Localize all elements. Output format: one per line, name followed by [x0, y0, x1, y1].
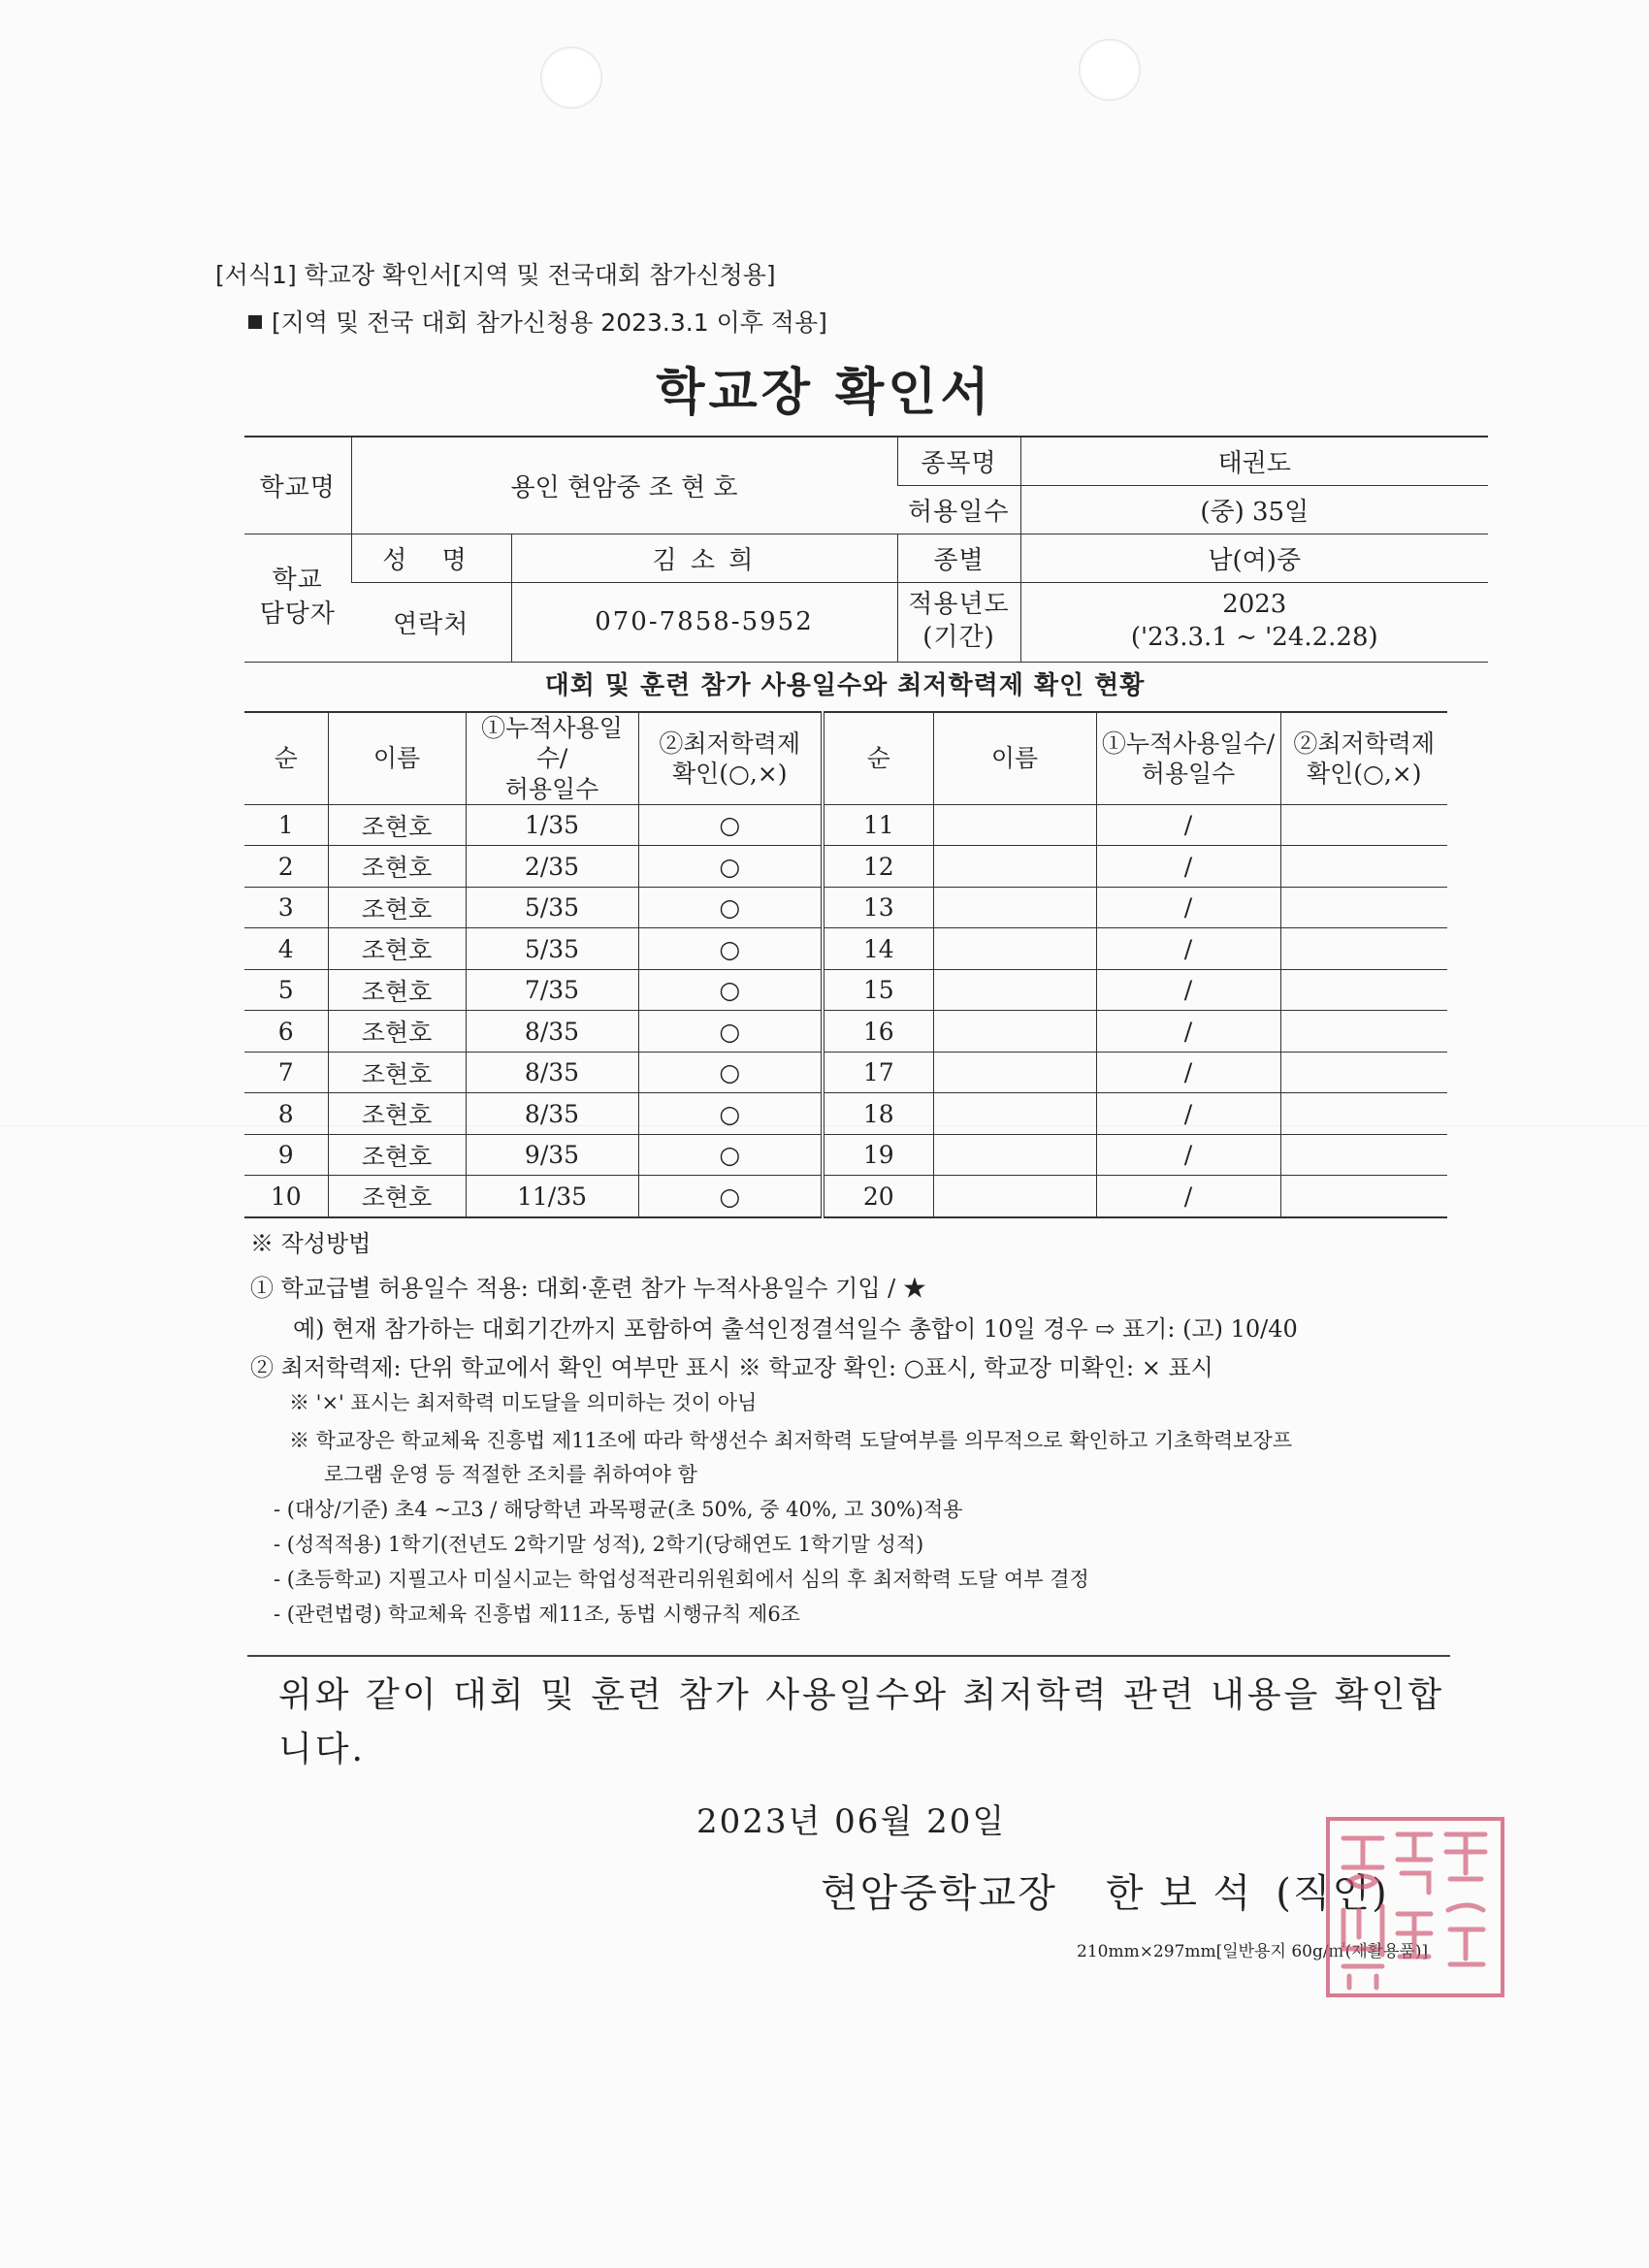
row-no: 4: [244, 928, 328, 970]
row-name: 조현호: [328, 1093, 466, 1135]
detail-2: - (성적적용) 1학기(전년도 2학기말 성적), 2학기(당해연도 1학기말 성적): [274, 1533, 924, 1556]
row-no: 19: [823, 1134, 933, 1176]
row-days: /: [1096, 1176, 1280, 1217]
year-cell: [1020, 582, 1488, 662]
manager-label: 학교 담당자: [244, 534, 351, 662]
row-check: ○: [638, 969, 823, 1011]
row-no: 7: [244, 1052, 328, 1093]
table-row: [244, 804, 1447, 846]
row-no: 16: [823, 1011, 933, 1053]
row-check: ○: [638, 887, 823, 928]
year-label: 적용년도 (기간): [897, 582, 1020, 662]
table-row: [244, 846, 1447, 888]
row-check: ○: [638, 1093, 823, 1135]
row-no: 13: [823, 887, 933, 928]
row-no: 10: [244, 1176, 328, 1217]
col-days: ①누적사용일수/ 허용일수: [466, 712, 638, 804]
type-label: 종별: [897, 534, 1020, 582]
note-1-example: 예) 현재 참가하는 대회기간까지 포함하여 출석인정결석일수 총합이 10일 경우 ⇨ 표기: (고) 10/40: [293, 1315, 1298, 1343]
confirmation-text: 위와 같이 대회 및 훈련 참가 사용일수와 최저학력 관련 내용을 확인합니다.: [278, 1675, 1445, 1769]
row-name: [933, 1093, 1096, 1135]
page-title: 학교장 확인서: [656, 364, 993, 422]
table-row: [244, 887, 1447, 928]
row-check: [1280, 1134, 1447, 1176]
row-check: [1280, 846, 1447, 888]
table-row: [244, 1176, 1447, 1217]
row-check: [1280, 1176, 1447, 1217]
row-days: /: [1096, 846, 1280, 888]
row-check: ○: [638, 1176, 823, 1217]
note-2-sub2a: ※ 학교장은 학교체육 진흥법 제11조에 따라 학생선수 최저학력 도달여부를 의무적으로 확인하고 기초학력보장프: [289, 1429, 1293, 1452]
seal-note: (직인): [1276, 1871, 1389, 1916]
row-days: /: [1096, 804, 1280, 846]
row-name: [933, 887, 1096, 928]
issue-date: 2023년 06월 20일: [696, 1802, 1007, 1841]
row-days: 9/35: [466, 1134, 638, 1176]
row-name: 조현호: [328, 1134, 466, 1176]
row-name: 조현호: [328, 846, 466, 888]
signature-line: [821, 1863, 1389, 1918]
punch-hole-right: [1079, 39, 1141, 101]
detail-3: - (초등학교) 지필고사 미실시교는 학업성적관리위원회에서 심의 후 최저학력 도달 여부 결정: [274, 1568, 1089, 1591]
row-check: [1280, 1011, 1447, 1053]
note-2-sub2b: 로그램 운영 등 적절한 조치를 취하여야 함: [324, 1463, 697, 1486]
sport-value: 태권도: [1020, 437, 1488, 485]
note-2-sub1: ※ '×' 표시는 최저학력 미도달을 의미하는 것이 아님: [289, 1391, 758, 1414]
table-row: [244, 1011, 1447, 1053]
row-check: ○: [638, 804, 823, 846]
detail-1: - (대상/기준) 초4 ~고3 / 해당학년 과목평균(초 50%, 중 40%, 고 30%)적용: [274, 1498, 963, 1521]
col-no: 순: [244, 712, 328, 804]
row-no: 15: [823, 969, 933, 1011]
principal-name: 한 보 석: [1105, 1871, 1253, 1916]
log-title: 대회 및 훈련 참가 사용일수와 최저학력제 확인 현황: [544, 671, 1146, 700]
year-value: 2023: [1222, 590, 1287, 620]
row-name: 조현호: [328, 1176, 466, 1217]
row-name: [933, 1134, 1096, 1176]
allowed-days-label: 허용일수: [897, 485, 1020, 534]
info-table: [244, 436, 1488, 663]
row-days: 8/35: [466, 1011, 638, 1053]
row-days: 5/35: [466, 887, 638, 928]
separator: [247, 1655, 1450, 1657]
row-check: [1280, 928, 1447, 970]
row-days: 2/35: [466, 846, 638, 888]
type-value: 남(여)중: [1020, 534, 1488, 582]
form-scope: [248, 304, 827, 339]
name-label: 성 명: [351, 534, 511, 582]
row-no: 20: [823, 1176, 933, 1217]
row-days: /: [1096, 928, 1280, 970]
row-name: [933, 928, 1096, 970]
name-value: 김 소 희: [511, 534, 897, 582]
row-check: ○: [638, 1052, 823, 1093]
form-scope-text: [지역 및 전국 대회 참가신청용 2023.3.1 이후 적용]: [272, 308, 827, 337]
row-name: [933, 804, 1096, 846]
row-name: [933, 1176, 1096, 1217]
table-row: [244, 969, 1447, 1011]
row-name: [933, 1052, 1096, 1093]
row-days: /: [1096, 1052, 1280, 1093]
row-check: ○: [638, 846, 823, 888]
row-days: /: [1096, 969, 1280, 1011]
allowed-days-value: (중) 35일: [1020, 485, 1488, 534]
row-days: 11/35: [466, 1176, 638, 1217]
contact-label: 연락처: [351, 582, 511, 662]
table-row: [244, 1093, 1447, 1135]
paper-spec: 210mm×297mm[일반용지 60g/㎡(재활용품)]: [1077, 1942, 1429, 1961]
table-row: [244, 928, 1447, 970]
school-value: 용인 현암중 조 현 호: [351, 437, 897, 534]
col-name: 이름: [328, 712, 466, 804]
square-bullet-icon: [248, 315, 262, 329]
col-days-2: ①누적사용일수/ 허용일수: [1096, 712, 1280, 804]
table-row: [244, 1052, 1447, 1093]
row-days: 5/35: [466, 928, 638, 970]
period-value: ('23.3.1 ~ '24.2.28): [1130, 623, 1378, 652]
row-no: 2: [244, 846, 328, 888]
col-check-2: ②최저학력제 확인(○,×): [1280, 712, 1447, 804]
row-no: 14: [823, 928, 933, 970]
form-label: [서식1] 학교장 확인서[지역 및 전국대회 참가신청용]: [215, 261, 776, 289]
official-seal: [1326, 1817, 1504, 1997]
row-no: 11: [823, 804, 933, 846]
row-no: 3: [244, 887, 328, 928]
row-no: 9: [244, 1134, 328, 1176]
row-name: [933, 969, 1096, 1011]
detail-4: - (관련법령) 학교체육 진흥법 제11조, 동법 시행규칙 제6조: [274, 1603, 800, 1626]
contact-value: 070-7858-5952: [511, 582, 897, 662]
row-name: 조현호: [328, 928, 466, 970]
row-no: 1: [244, 804, 328, 846]
row-no: 5: [244, 969, 328, 1011]
punch-hole-left: [540, 47, 602, 109]
table-row: [244, 1134, 1447, 1176]
row-days: 1/35: [466, 804, 638, 846]
school-label: 학교명: [244, 437, 351, 534]
row-name: 조현호: [328, 1052, 466, 1093]
row-check: [1280, 1052, 1447, 1093]
row-no: 12: [823, 846, 933, 888]
note-1: ① 학교급별 허용일수 적용: 대회·훈련 참가 누적사용일수 기입 / ★: [250, 1275, 926, 1302]
row-check: ○: [638, 1134, 823, 1176]
row-check: ○: [638, 1011, 823, 1053]
row-name: [933, 1011, 1096, 1053]
row-name: [933, 846, 1096, 888]
row-check: [1280, 804, 1447, 846]
row-name: 조현호: [328, 1011, 466, 1053]
row-name: 조현호: [328, 969, 466, 1011]
usage-table: [244, 711, 1447, 1218]
notes-heading: ※ 작성방법: [250, 1230, 372, 1257]
sport-label: 종목명: [897, 437, 1020, 485]
row-days: /: [1096, 1134, 1280, 1176]
row-check: [1280, 1093, 1447, 1135]
row-no: 6: [244, 1011, 328, 1053]
row-days: 8/35: [466, 1093, 638, 1135]
row-name: 조현호: [328, 804, 466, 846]
row-days: 7/35: [466, 969, 638, 1011]
principal-title: 현암중학교장: [821, 1871, 1057, 1916]
row-check: [1280, 887, 1447, 928]
row-days: 8/35: [466, 1052, 638, 1093]
row-no: 17: [823, 1052, 933, 1093]
row-days: /: [1096, 1011, 1280, 1053]
row-no: 8: [244, 1093, 328, 1135]
row-days: /: [1096, 1093, 1280, 1135]
row-no: 18: [823, 1093, 933, 1135]
row-check: ○: [638, 928, 823, 970]
row-check: [1280, 969, 1447, 1011]
col-name-2: 이름: [933, 712, 1096, 804]
row-days: /: [1096, 887, 1280, 928]
note-2: ② 최저학력제: 단위 학교에서 확인 여부만 표시 ※ 학교장 확인: ○표시, 학교장 미확인: × 표시: [250, 1354, 1213, 1381]
col-check: ②최저학력제 확인(○,×): [638, 712, 823, 804]
row-name: 조현호: [328, 887, 466, 928]
col-no-2: 순: [823, 712, 933, 804]
